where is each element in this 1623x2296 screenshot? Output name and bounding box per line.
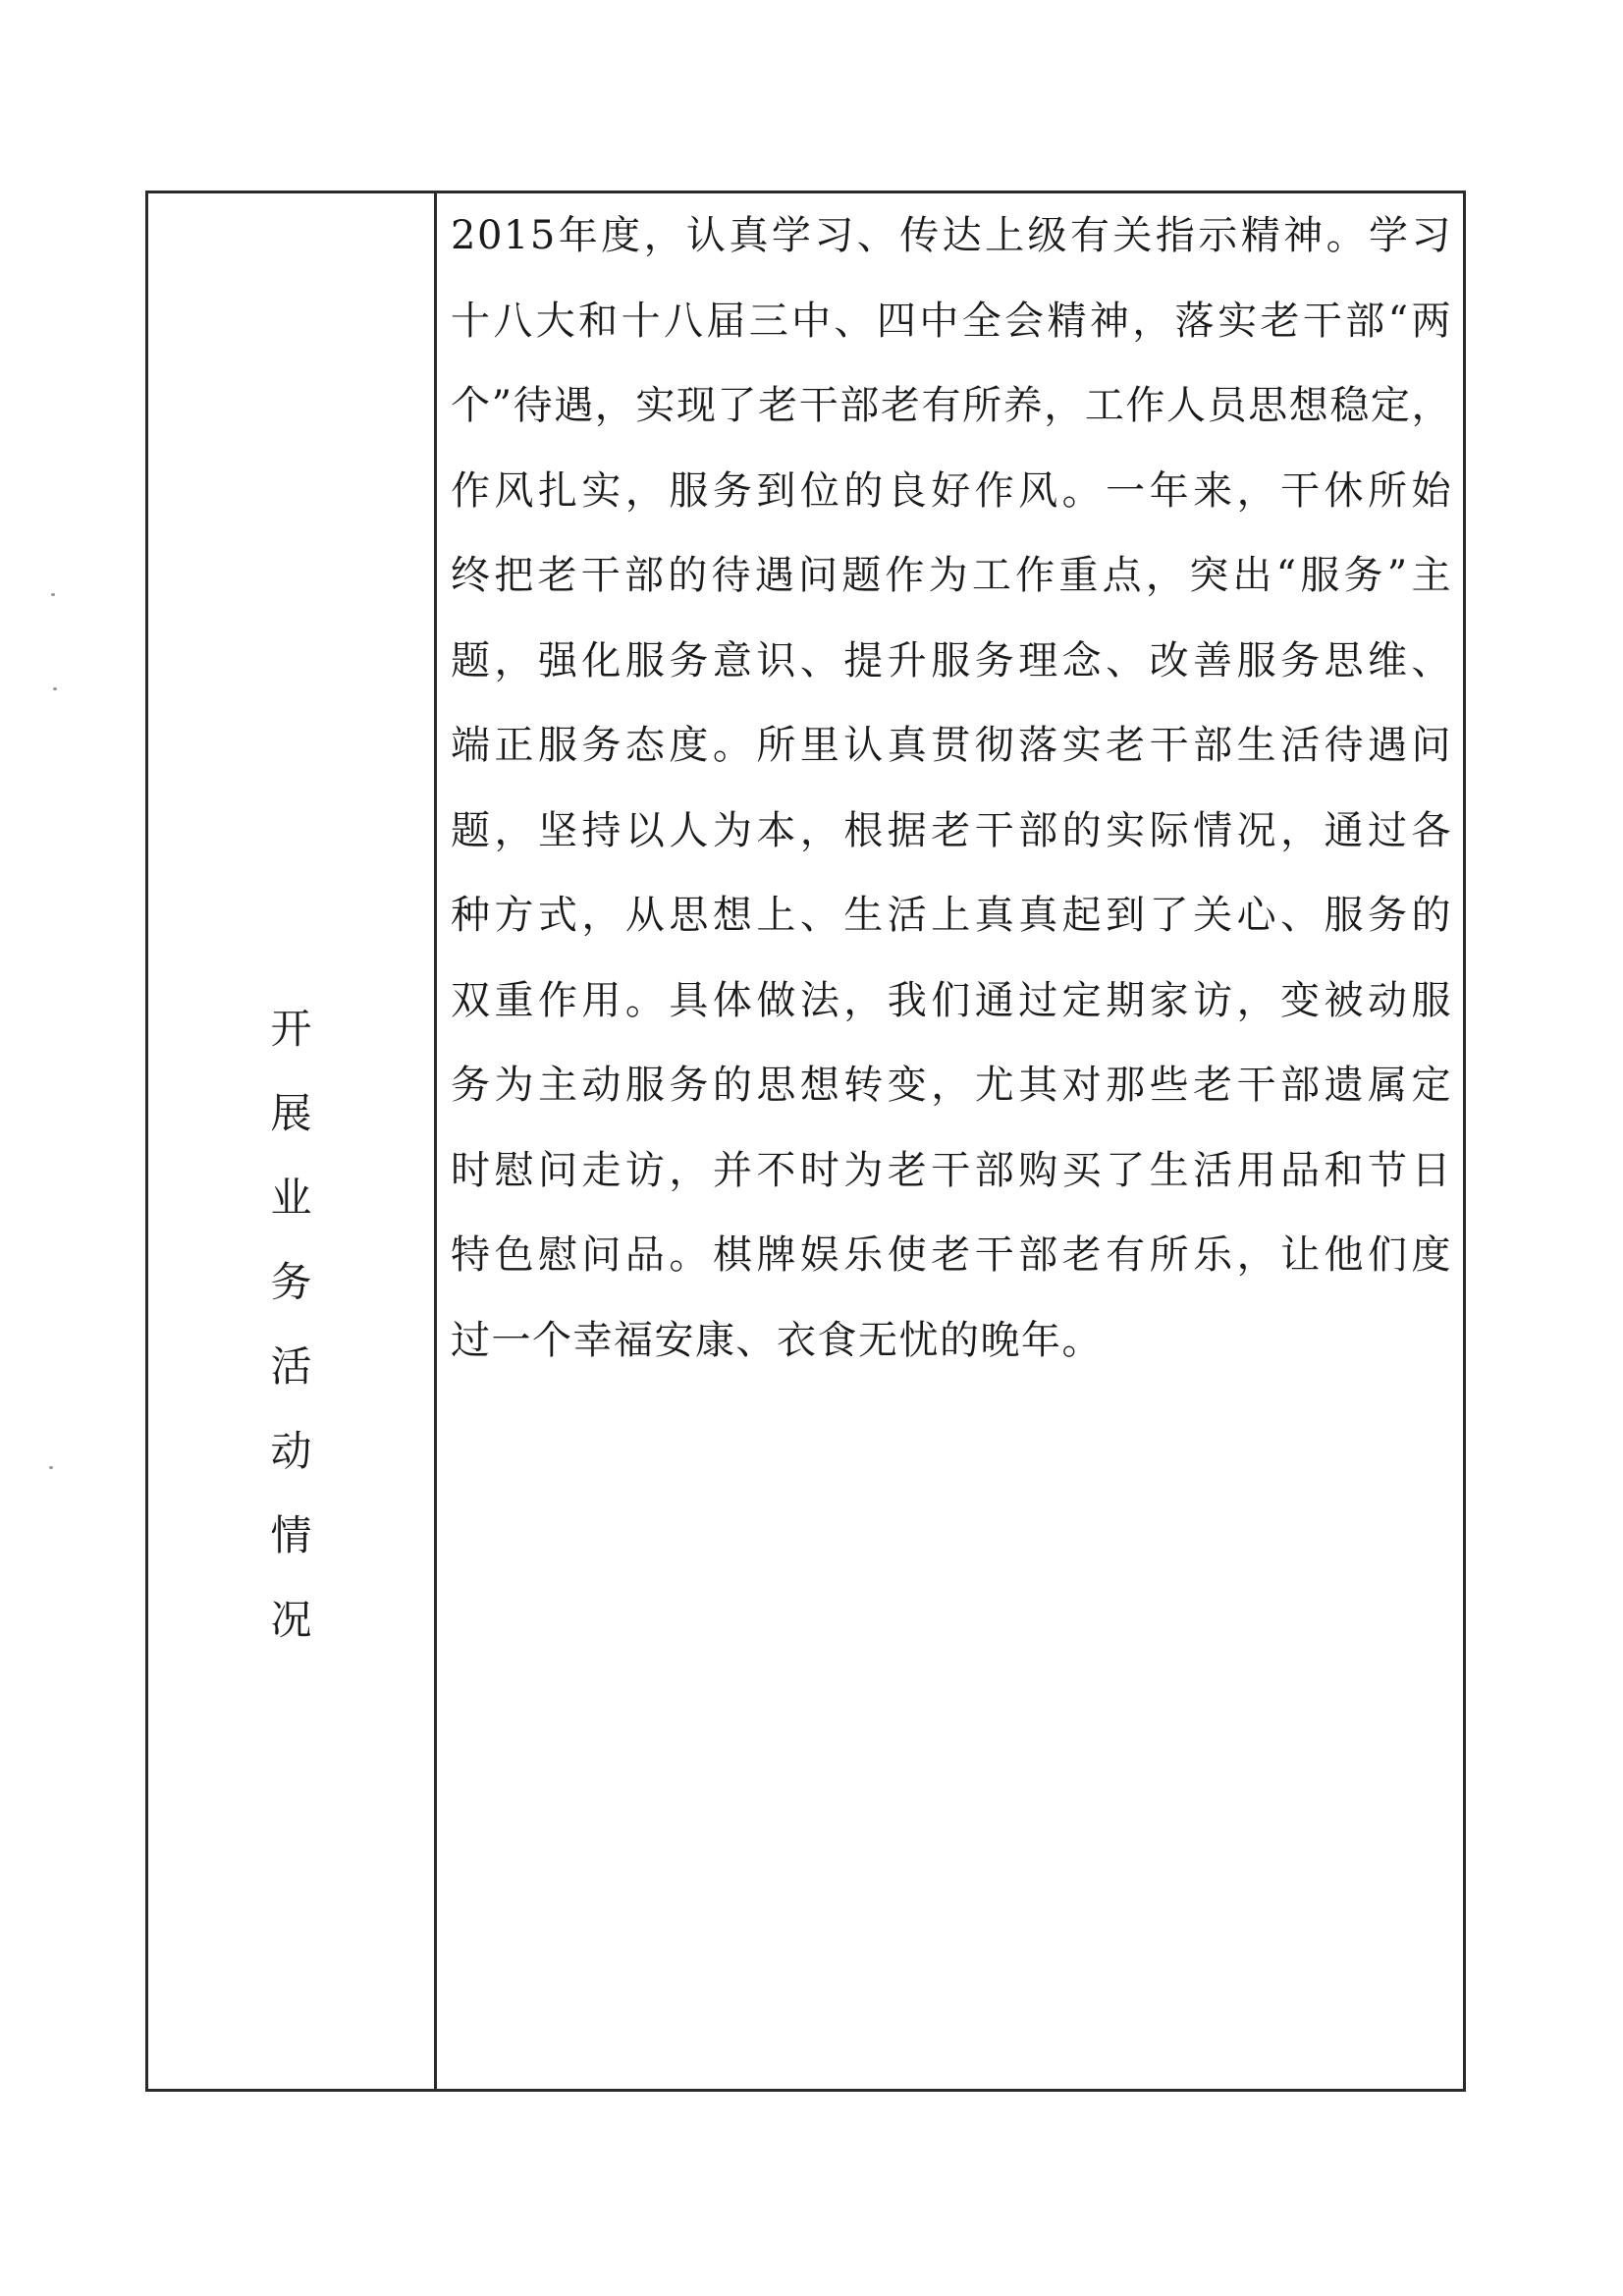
content-line: 十八大和十八届三中、四中全会精神，落实老干部“两 — [451, 298, 1452, 344]
label-char: 开 — [270, 1005, 312, 1053]
content-line: 端正服务态度。所里认真贯彻落实老干部生活待遇问 — [451, 723, 1452, 768]
content-line: 终把老干部的待遇问题作为工作重点，突出“服务”主 — [451, 553, 1452, 598]
label-cell — [148, 193, 437, 2089]
content-line: 务为主动服务的思想转变，尤其对那些老干部遗属定 — [451, 1063, 1452, 1108]
label-char: 况 — [270, 1596, 312, 1644]
content-line: 双重作用。具体做法，我们通过定期家访，变被动服 — [451, 977, 1452, 1023]
scan-speck — [51, 593, 55, 596]
content-line: 2015年度，认真学习、传达上级有关指示精神。学习 — [451, 213, 1452, 258]
content-line: 个”待遇，实现了老干部老有所养，工作人员思想稳定， — [451, 383, 1452, 428]
content-line: 特色慰问品。棋牌娱乐使老干部老有所乐，让他们度 — [451, 1232, 1452, 1278]
content-line: 题，坚持以人为本，根据老干部的实际情况，通过各 — [451, 807, 1452, 853]
label-char: 务 — [270, 1258, 312, 1306]
content-line: 种方式，从思想上、生活上真真起到了关心、服务的 — [451, 893, 1452, 938]
label-char: 业 — [270, 1174, 312, 1222]
content-line: 题，强化服务意识、提升服务理念、改善服务思维、 — [451, 637, 1452, 683]
label-char: 情 — [270, 1511, 312, 1559]
scan-speck — [53, 687, 57, 690]
label-char: 动 — [270, 1427, 312, 1475]
scan-speck — [49, 1466, 53, 1469]
content-line: 时慰问走访，并不时为老干部购买了生活用品和节日 — [451, 1147, 1452, 1193]
content-line: 作风扎实，服务到位的良好作风。一年来，干休所始 — [451, 467, 1452, 514]
activity-form-table — [145, 191, 1466, 2092]
vertical-label — [148, 1005, 434, 1684]
label-char: 活 — [270, 1342, 312, 1391]
content-paragraph — [451, 211, 1452, 1400]
label-char: 展 — [270, 1089, 312, 1137]
content-line: 过一个幸福安康、衣食无忧的晚年。 — [451, 1317, 1103, 1363]
content-cell — [437, 193, 1463, 2089]
